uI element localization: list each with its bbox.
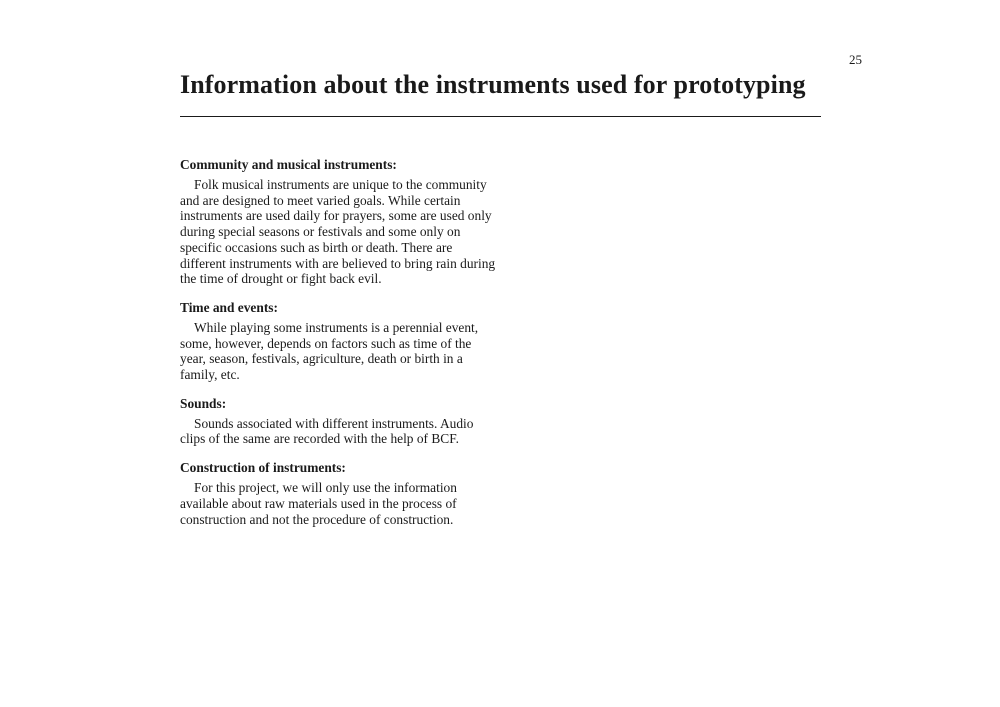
section-community-instruments: [180, 157, 498, 287]
section-time-events: [180, 300, 498, 383]
section-sounds: [180, 396, 498, 447]
section-construction: [180, 460, 498, 527]
section-paragraph: While playing some instruments is a perennial event, some, however, depends on factors such as time of the year, season, festivals, agriculture, death or birth in a family, etc.: [180, 319, 479, 383]
page-number: 25: [849, 52, 862, 67]
section-paragraph: Folk musical instruments are unique to the community and are designed to meet varied goals. While certain instruments are used daily for prayers, some are used only during special seasons or festivals and some only on specific occasions such as birth or death. There are different instruments with are believed to bring rain during the time of drought or fight back evil.: [180, 177, 496, 287]
title-divider: [180, 116, 821, 117]
section-heading: Community and musical instruments:: [180, 157, 397, 172]
content-column: [180, 157, 498, 540]
section-paragraph: For this project, we will only use the information available about raw materials used in the process of construction and not the procedure of construction.: [180, 480, 457, 527]
section-heading: Time and events:: [180, 299, 278, 315]
section-heading: Construction of instruments:: [180, 460, 346, 476]
section-heading: Sounds:: [180, 395, 227, 411]
page-title: Information about the instruments used for prototyping: [180, 70, 806, 99]
section-paragraph: Sounds associated with different instruments. Audio clips of the same are recorded with the help of BCF.: [180, 415, 474, 447]
